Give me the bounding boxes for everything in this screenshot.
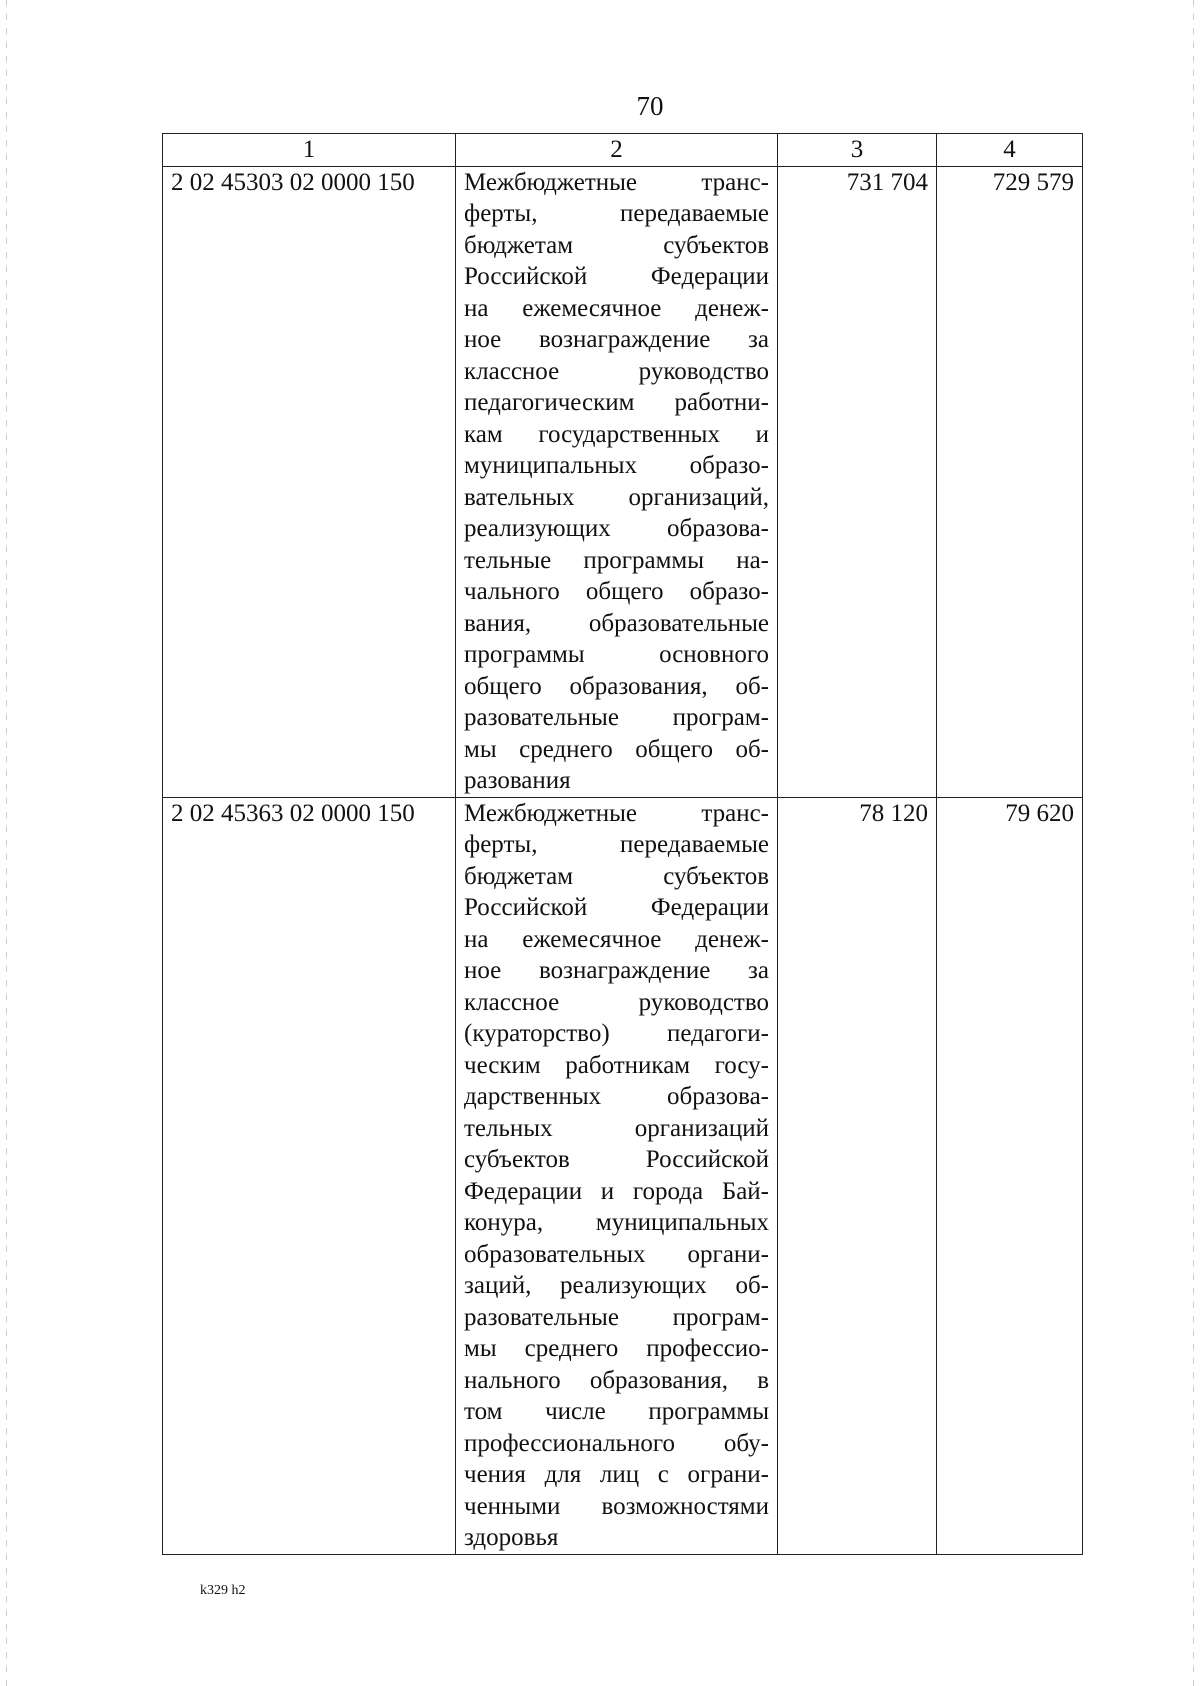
description-line: том числе программы bbox=[464, 1398, 769, 1425]
description-line: здоровья bbox=[464, 1524, 559, 1551]
amount-col4-cell: 79 620 bbox=[937, 797, 1083, 1554]
description-line: ное вознаграждение за bbox=[464, 957, 769, 984]
footer-code: k329 h2 bbox=[200, 1583, 246, 1598]
description-line: программы основного bbox=[464, 641, 769, 668]
description-line: Федерации и города Бай- bbox=[464, 1177, 769, 1205]
amount-col3-cell: 78 120 bbox=[778, 797, 937, 1554]
description-line: чения для лиц с ограни- bbox=[464, 1461, 769, 1488]
table-body bbox=[163, 166, 1083, 1554]
description-line: профессионального обу- bbox=[464, 1429, 769, 1457]
description-line: тельных организаций bbox=[464, 1114, 769, 1142]
description-line: субъектов Российской bbox=[464, 1146, 769, 1173]
column-header-4: 4 bbox=[937, 134, 1083, 167]
description-line: муниципальных образо- bbox=[464, 452, 769, 479]
description-line: ферты, передаваемые bbox=[464, 200, 769, 227]
description-line: заций, реализующих об- bbox=[464, 1272, 769, 1299]
description-line: разовательные програм- bbox=[464, 1303, 769, 1331]
description-line: классное руководство bbox=[464, 988, 769, 1016]
description-line: реализующих образова- bbox=[464, 515, 769, 542]
description-line: Межбюджетные транс- bbox=[464, 799, 769, 827]
table-row bbox=[163, 797, 1083, 1554]
description-line: ферты, передаваемые bbox=[464, 831, 769, 858]
description-line: вательных организаций, bbox=[464, 483, 769, 511]
table-header-row bbox=[163, 134, 1083, 167]
page-number: 70 bbox=[636, 91, 664, 121]
scan-edge-right bbox=[1193, 0, 1194, 1686]
description-line: общего образования, об- bbox=[464, 672, 769, 700]
description-line: Межбюджетные транс- bbox=[464, 168, 769, 196]
description-line: образовательных органи- bbox=[464, 1240, 769, 1268]
description-line: чального общего образо- bbox=[464, 578, 769, 605]
budget-code-cell: 2 02 45363 02 0000 150 bbox=[163, 797, 456, 1554]
column-header-1: 1 bbox=[163, 134, 456, 167]
description-line: разовательные програм- bbox=[464, 704, 769, 731]
description-line: на ежемесячное денеж- bbox=[464, 925, 769, 953]
description-line: кам государственных и bbox=[464, 420, 769, 448]
description-line: вания, образовательные bbox=[464, 609, 769, 637]
description-line: ческим работникам госу- bbox=[464, 1051, 769, 1079]
description-line: на ежемесячное денеж- bbox=[464, 294, 769, 322]
description-line: (кураторство) педагоги- bbox=[464, 1020, 769, 1047]
description-line: Российской Федерации bbox=[464, 894, 769, 921]
description-line: бюджетам субъектов bbox=[464, 231, 769, 259]
column-header-2: 2 bbox=[456, 134, 778, 167]
description-cell bbox=[456, 797, 778, 1554]
description-line: разования bbox=[464, 767, 571, 794]
description-line: конура, муниципальных bbox=[464, 1209, 769, 1236]
description-line: педагогическим работни- bbox=[464, 389, 769, 416]
description-line: ное вознаграждение за bbox=[464, 326, 769, 353]
description-line: мы среднего общего об- bbox=[464, 735, 769, 763]
scan-edge-left bbox=[6, 0, 7, 1686]
description-line: тельные программы на- bbox=[464, 546, 769, 574]
description-line: нального образования, в bbox=[464, 1366, 769, 1394]
description-line: дарственных образова- bbox=[464, 1083, 769, 1110]
table-row bbox=[163, 166, 1083, 797]
amount-col4-cell: 729 579 bbox=[937, 166, 1083, 797]
budget-table bbox=[162, 133, 1083, 1555]
column-header-3: 3 bbox=[778, 134, 937, 167]
budget-code-cell: 2 02 45303 02 0000 150 bbox=[163, 166, 456, 797]
description-line: бюджетам субъектов bbox=[464, 862, 769, 890]
description-line: Российской Федерации bbox=[464, 263, 769, 290]
description-cell bbox=[456, 166, 778, 797]
description-line: классное руководство bbox=[464, 357, 769, 385]
description-line: ченными возможностями bbox=[464, 1492, 769, 1520]
amount-col3-cell: 731 704 bbox=[778, 166, 937, 797]
description-line: мы среднего профессио- bbox=[464, 1335, 769, 1362]
